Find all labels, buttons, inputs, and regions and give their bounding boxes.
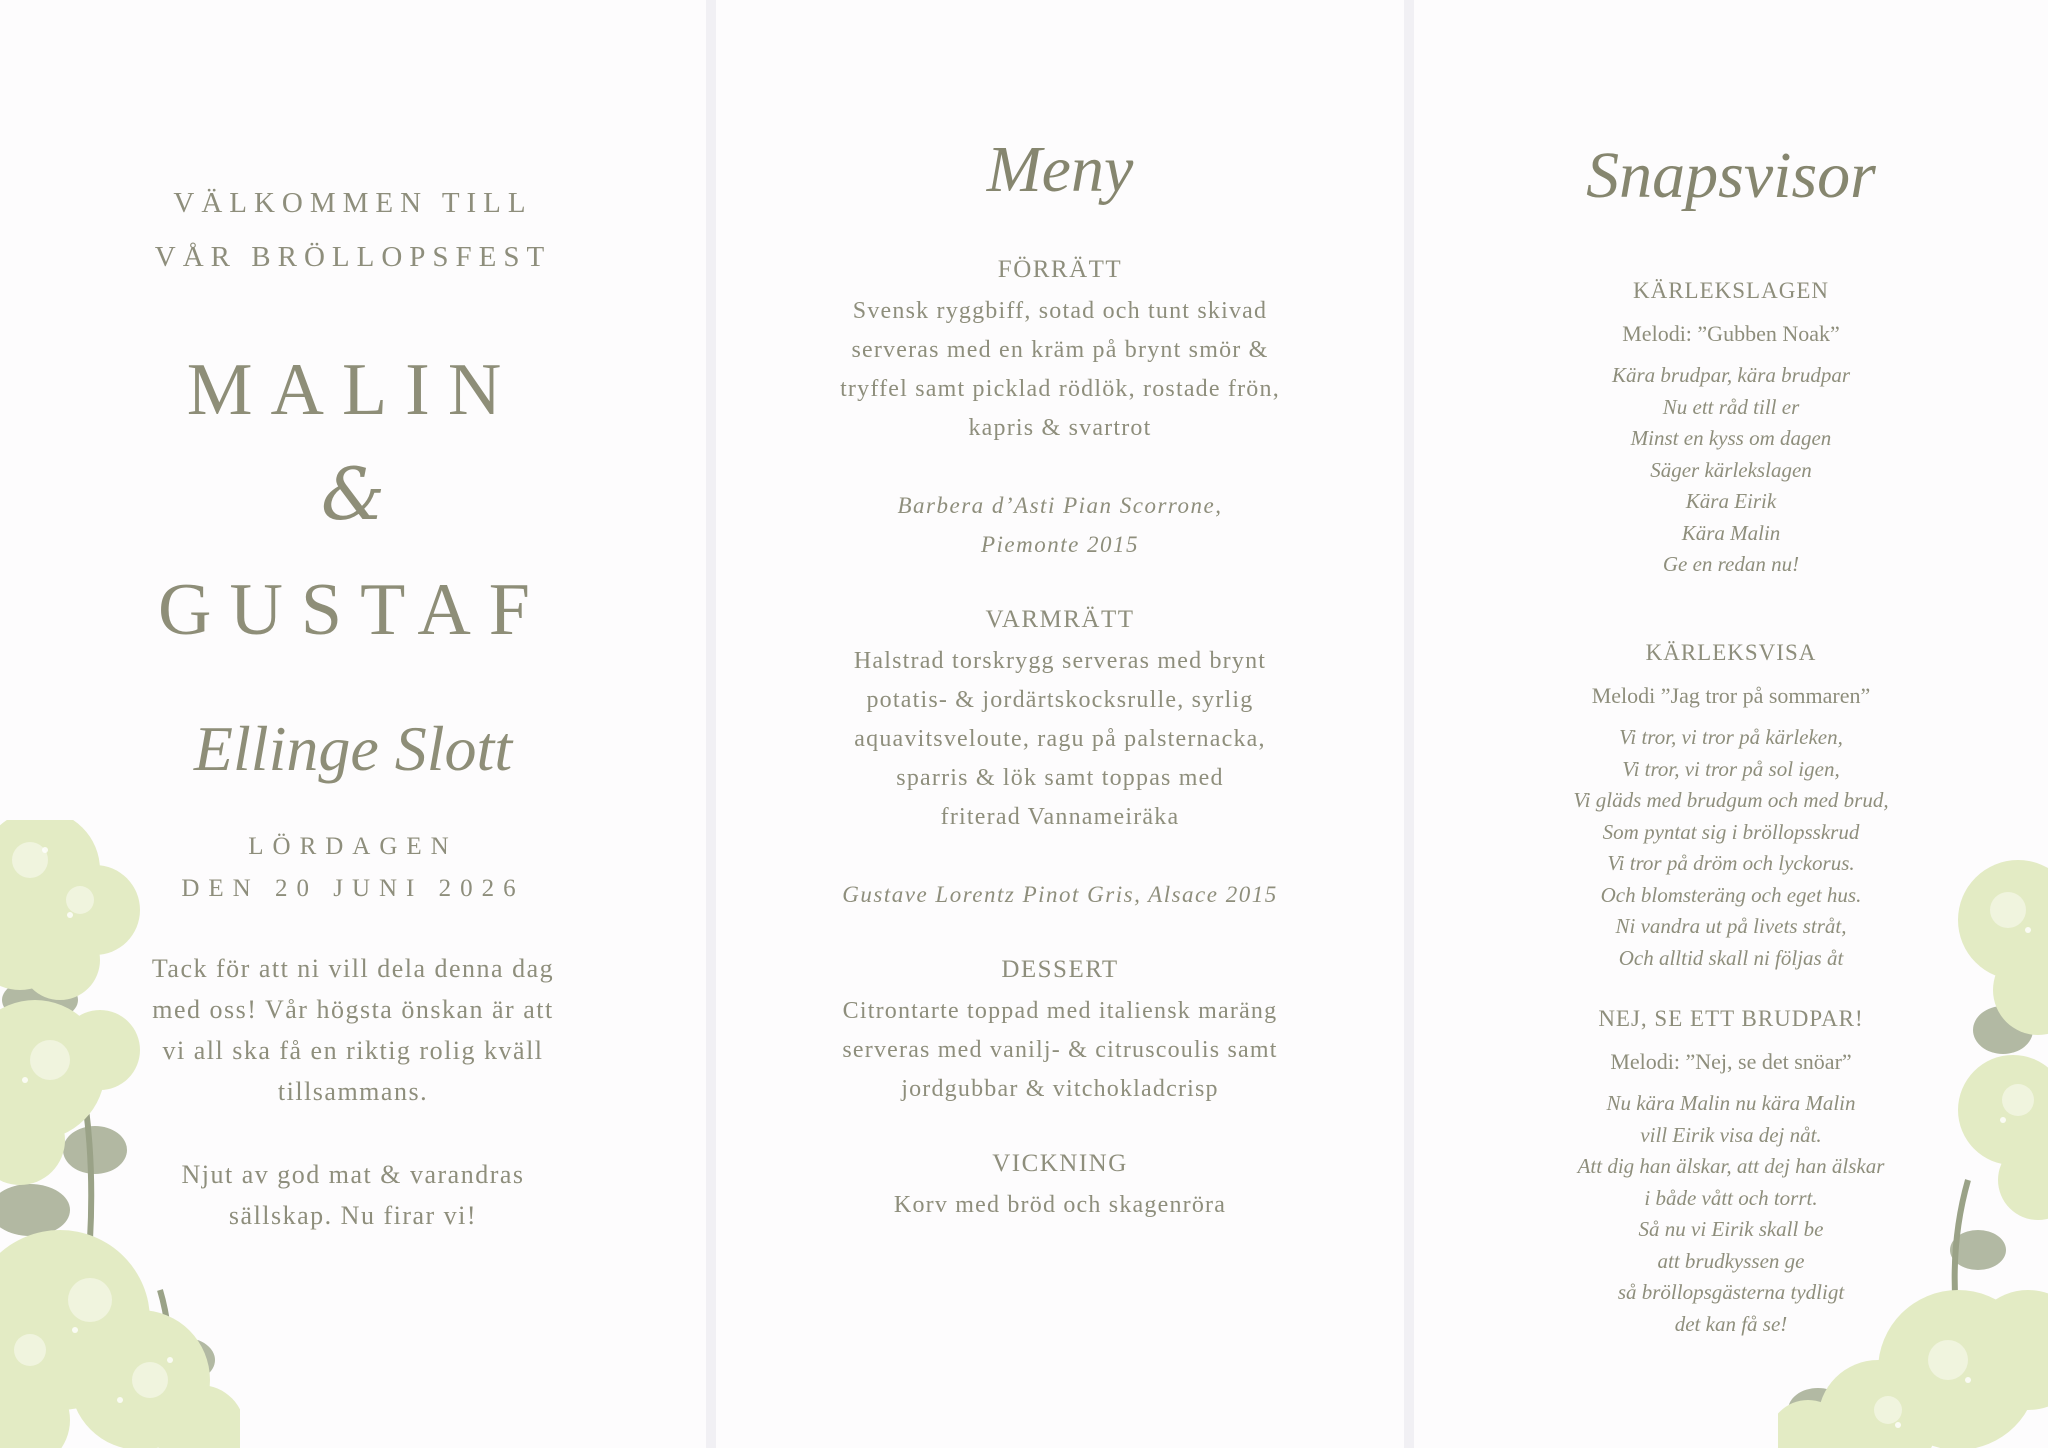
welcome-heading: [0, 176, 706, 284]
song-lyrics: [1414, 722, 2048, 974]
lyric-line: det kan få se!: [1674, 1311, 1788, 1336]
lyric-line: Så nu vi Eirik skall be: [1638, 1217, 1824, 1241]
course-line: Citrontarte toppad med italiensk maräng: [842, 998, 1278, 1024]
lyric-line: i både vått och torrt.: [1644, 1185, 1818, 1210]
lyric-line: så bröllopsgästerna tydligt: [1617, 1280, 1845, 1304]
closing-line: sällskap. Nu firar vi!: [228, 1201, 478, 1230]
lyric-line: Att dig han älskar, att dej han älskar: [1577, 1154, 1885, 1178]
lyric-line: Kära brudpar, kära brudpar: [1611, 363, 1851, 387]
course-line: serveras med vanilj- & citruscoulis samt: [842, 1037, 1278, 1063]
message-line: Tack för att ni vill dela denna dag: [151, 954, 555, 983]
song-lyrics: [1414, 1088, 2048, 1340]
song-heading: KÄRLEKSVISA: [1645, 640, 1817, 665]
lyric-line: Säger kärlekslagen: [1650, 457, 1812, 482]
welcome-line: VÄLKOMMEN TILL: [173, 187, 533, 219]
course-line: Svensk ryggbiff, sotad och tunt skivad: [852, 298, 1268, 324]
course-heading-main: VARMRÄTT: [985, 606, 1135, 633]
lyric-line: Och blomsteräng och eget hus.: [1600, 882, 1862, 907]
course-line: Halstrad torskrygg serveras med brynt: [853, 648, 1267, 674]
lyric-line: Vi tror, vi tror på kärleken,: [1619, 725, 1843, 749]
songs-title: Snapsvisor: [1586, 139, 1876, 212]
wine-pairing-main: Gustave Lorentz Pinot Gris, Alsace 2015: [842, 882, 1278, 907]
course-description-starter: [716, 292, 1404, 448]
course-description-late-snack: [716, 1186, 1404, 1225]
venue-name: Ellinge Slott: [193, 713, 513, 784]
course-line: jordgubbar & vitchokladcrisp: [901, 1076, 1219, 1102]
song-melody: Melodi ”Jag tror på sommaren”: [1591, 683, 1871, 708]
lyric-line: Kära Malin: [1681, 520, 1781, 545]
lyric-line: Kära Eirik: [1685, 489, 1777, 513]
lyric-line: Och alltid skall ni följas åt: [1618, 945, 1844, 970]
lyric-line: Vi tror på dröm och lyckorus.: [1607, 851, 1855, 875]
closing-line: Njut av god mat & varandras: [181, 1160, 525, 1189]
menu-panel: [716, 0, 1404, 1448]
lyric-line: Nu kära Malin nu kära Malin: [1606, 1091, 1856, 1115]
lyric-line: Vi gläds med brudgum och med brud,: [1573, 788, 1889, 812]
songs-panel: [1414, 0, 2048, 1448]
ampersand: &: [320, 452, 386, 536]
message-line: med oss! Vår högsta önskan är att: [152, 995, 554, 1024]
lyric-line: Ni vandra ut på livets stråt,: [1615, 914, 1847, 938]
wine-line: Barbera d’Asti Pian Scorrone,: [897, 493, 1223, 518]
course-line: tryffel samt picklad rödlök, rostade frön,: [840, 376, 1280, 402]
closing-message: [0, 1154, 706, 1236]
lyric-line: att brudkyssen ge: [1657, 1248, 1805, 1273]
wine-line: Piemonte 2015: [980, 532, 1140, 557]
groom-name: GUSTAF: [158, 569, 548, 651]
course-line: sparris & lök samt toppas med: [896, 765, 1224, 791]
song-heading: KÄRLEKSLAGEN: [1633, 278, 1829, 303]
course-heading-starter: FÖRRÄTT: [997, 256, 1123, 283]
course-description-main: [716, 642, 1404, 837]
song-melody: Melodi: ”Nej, se det snöar”: [1610, 1049, 1852, 1074]
wine-pairing-starter: [716, 486, 1404, 564]
course-heading-late-snack: VICKNING: [992, 1150, 1128, 1177]
course-line: potatis- & jordärtskocksrulle, syrlig: [866, 687, 1254, 713]
song-lyrics: [1414, 360, 2048, 581]
welcome-panel: [0, 0, 706, 1448]
message-line: tillsammans.: [277, 1077, 429, 1106]
lyric-line: Ge en redan nu!: [1662, 552, 1800, 576]
lyric-line: vill Eirik visa dej nåt.: [1640, 1122, 1822, 1147]
lyric-line: Minst en kyss om dagen: [1630, 426, 1832, 450]
lyric-line: Vi tror, vi tror på sol igen,: [1622, 756, 1840, 781]
song-heading: NEJ, SE ETT BRUDPAR!: [1598, 1006, 1864, 1031]
welcome-message: [0, 948, 706, 1112]
lyric-line: Som pyntat sig i bröllopsskrud: [1602, 819, 1860, 844]
bride-name: MALIN: [186, 349, 520, 431]
lyric-line: Nu ett råd till er: [1662, 394, 1800, 419]
course-description-dessert: [716, 992, 1404, 1109]
course-line: Korv med bröd och skagenröra: [893, 1192, 1227, 1218]
course-line: kapris & svartrot: [968, 415, 1152, 441]
date-line: LÖRDAGEN: [248, 833, 458, 860]
course-heading-dessert: DESSERT: [1001, 956, 1119, 983]
date-line: DEN 20 JUNI 2026: [181, 875, 525, 902]
hydrangea-illustration-left: [0, 820, 240, 1448]
message-line: vi all ska få en riktig rolig kväll: [162, 1036, 544, 1065]
song-melody: Melodi: ”Gubben Noak”: [1622, 321, 1840, 346]
menu-title: Meny: [986, 133, 1134, 206]
event-date: [0, 826, 706, 910]
welcome-line: VÅR BRÖLLOPSFEST: [154, 241, 552, 273]
course-line: serveras med en kräm på brynt smör &: [851, 337, 1269, 363]
course-line: aquavitsveloute, ragu på palsternacka,: [854, 726, 1266, 752]
course-line: friterad Vannameiräka: [940, 804, 1180, 830]
